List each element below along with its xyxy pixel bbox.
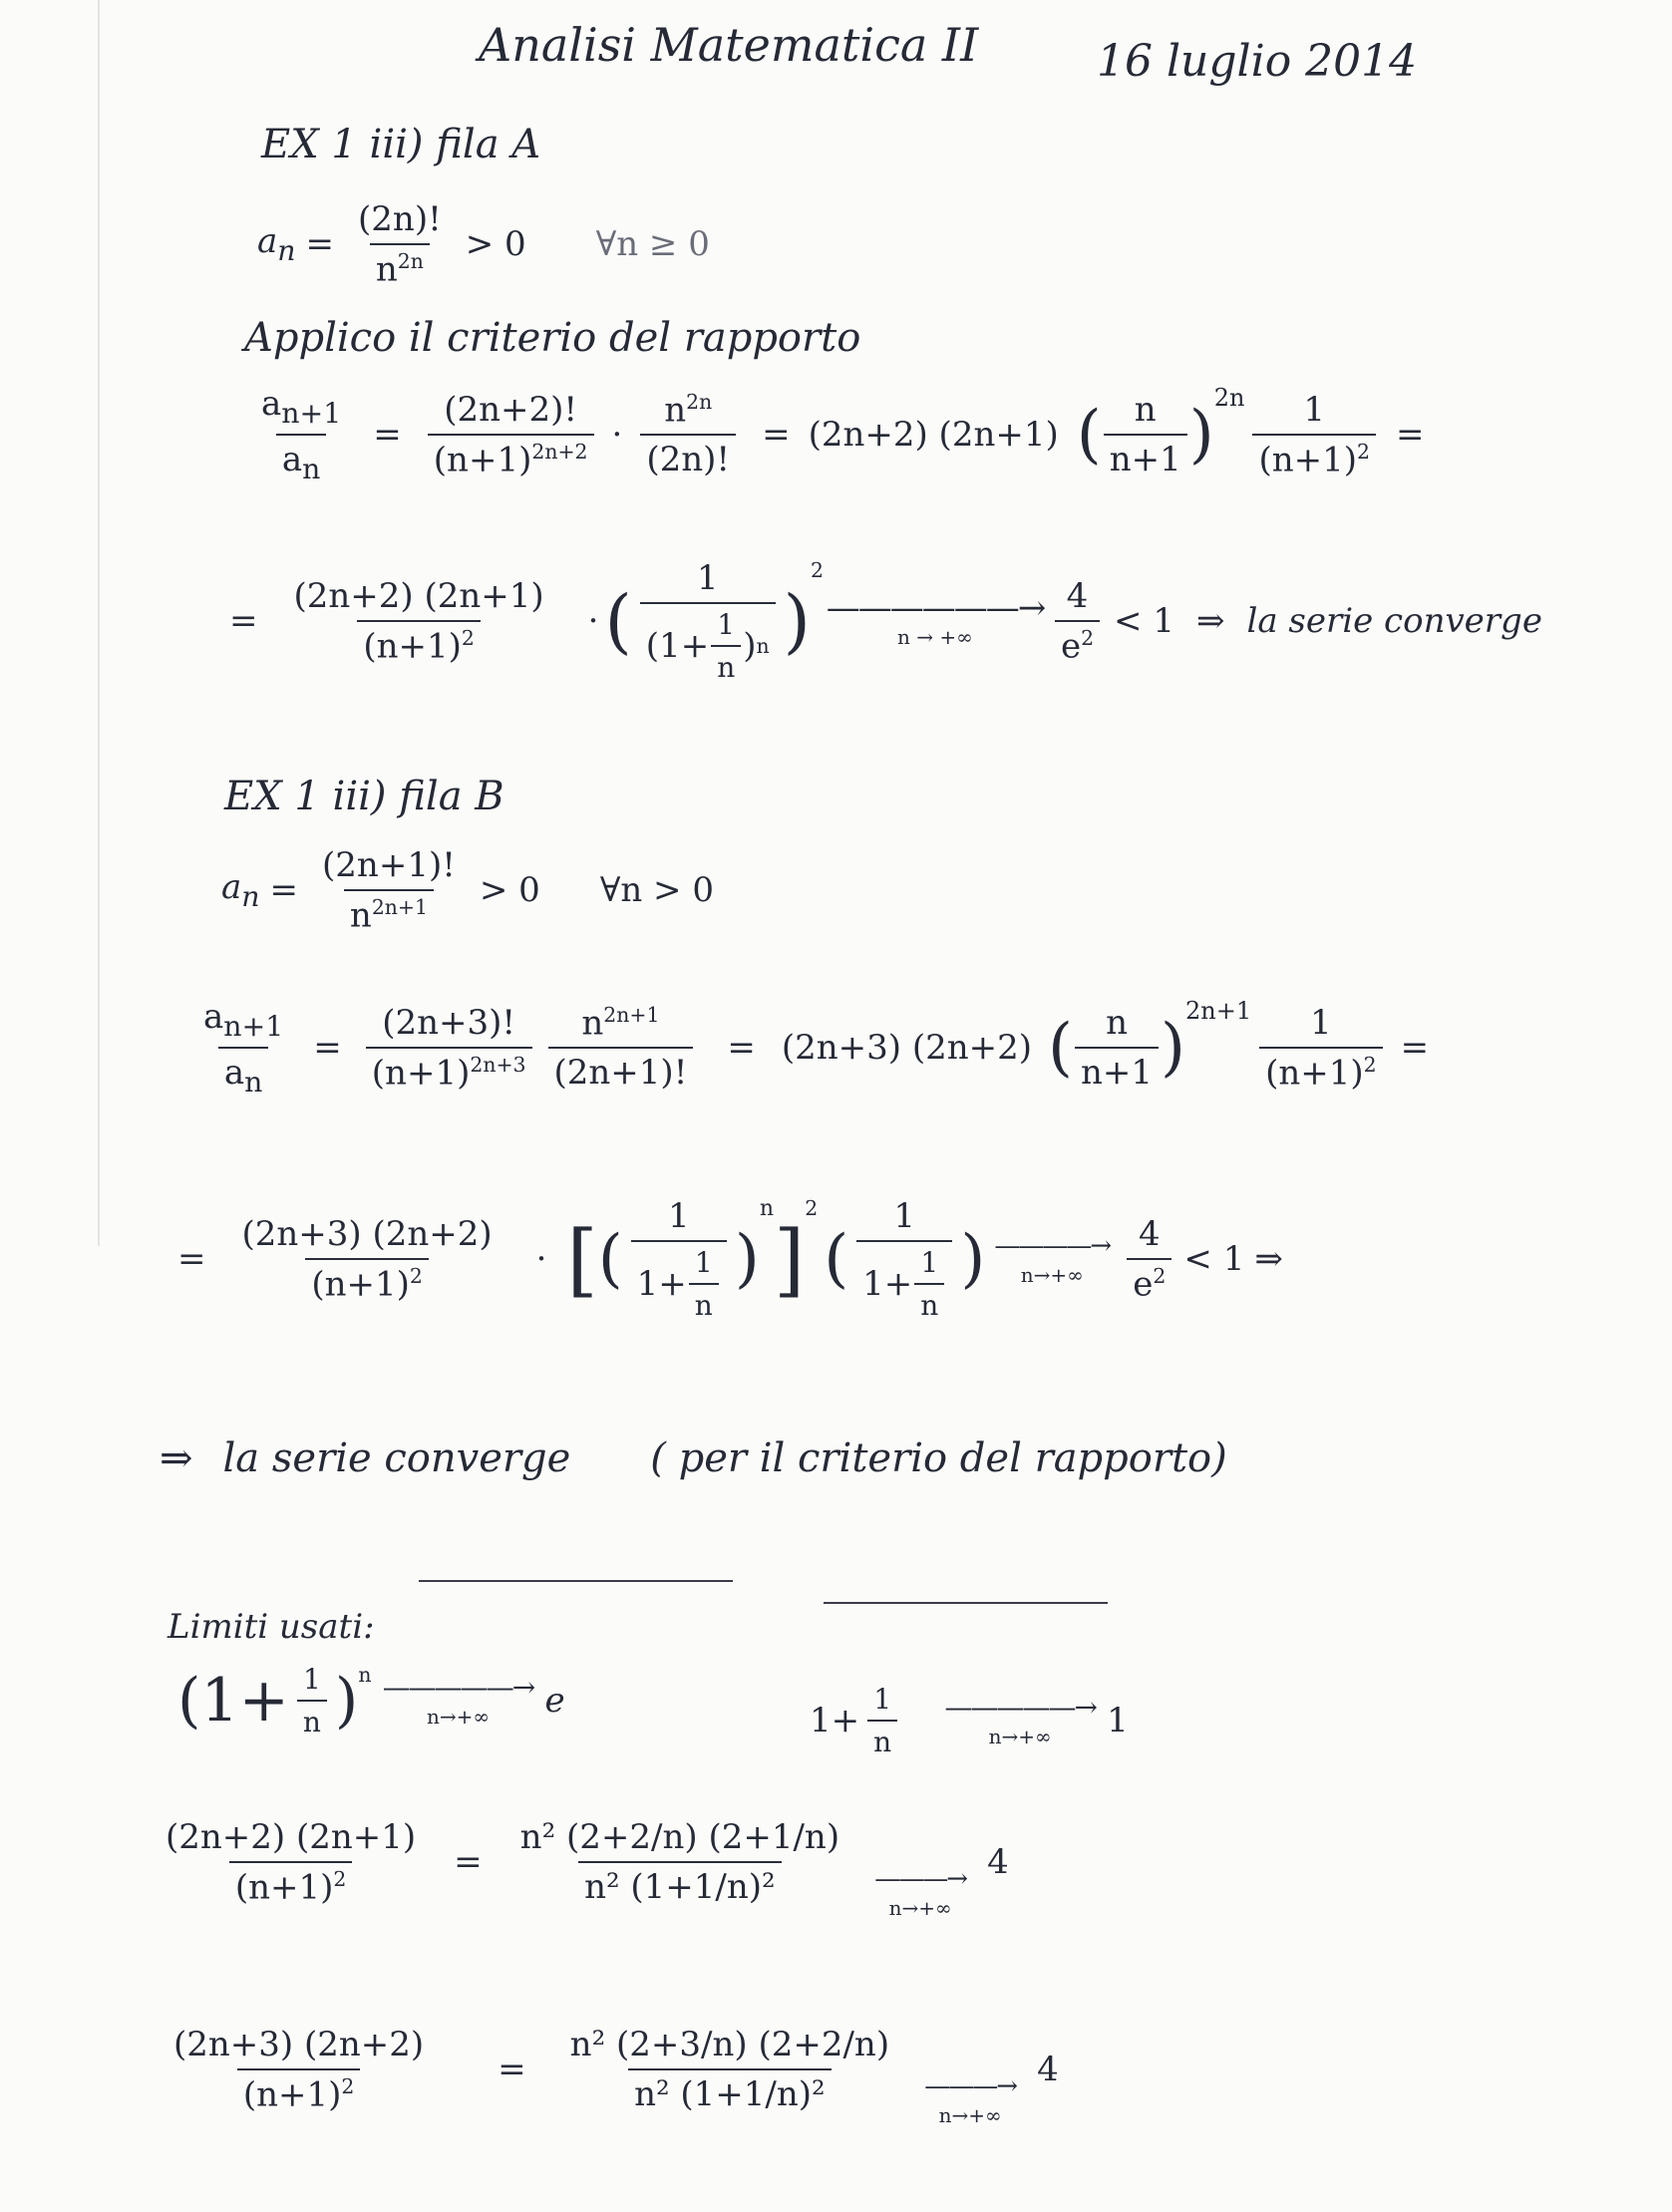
factorial-fraction-2: $\frac{n^{2n+1}}{(2n+1)!}$ (548, 1003, 694, 1093)
an-fraction: $\frac{(2n+1)!}{n^{2n+1}}$ (322, 845, 456, 936)
limits-heading: Limiti usati: (167, 1607, 375, 1647)
product-over-square-fraction: $\frac{(2n+2) (2n+1)}{(n+1)^2}$ (293, 575, 544, 667)
exercise-b-ratio-line: $\frac{a_{n+1}}{a_n}$ = $\frac{(2n+3)!}{(n+1)^{2n+3}}$ $\frac{n^{2n+1}}{(2n+1)!}$ = (2n+3) (2n+2) ( $\frac{n}{n+1}$ ) $^{2n+1}$ $\frac{1}{(n+1)^2}$ = (189, 997, 1429, 1099)
limit-arrow: ————→ n→+∞ (994, 1231, 1111, 1287)
dot-operator: · (587, 601, 599, 641)
for-all-condition: ∀n ≥ 0 (595, 224, 710, 265)
separator-line-right (824, 1602, 1108, 1604)
open-paren: ( (1076, 397, 1102, 472)
product-over-square-fraction: $\frac{(2n+3) (2n+2)}{(n+1)^2}$ (241, 1213, 493, 1305)
outer-exponent: 2 (810, 558, 824, 582)
close-paren: ) (783, 580, 811, 662)
criterion-text: Applico il criterio del rapporto (244, 315, 861, 361)
limit-four-line-b: $\frac{(2n+3) (2n+2)}{(n+1)^2}$ = $\frac{\text{n² (2+3/n) (2+2/n)}}{\text{n² (1+1/n)²}}$ ———→ n→+∞ 4 (173, 2024, 1059, 2127)
page-date: 16 luglio 2014 (1097, 36, 1418, 87)
product-expression: (2n+3) (2n+2) (781, 1027, 1033, 1068)
page-fold-line (98, 0, 100, 1246)
exercise-a-ratio-line (247, 384, 1424, 485)
exercise-b-conclusion: ⇒ la serie converge ( per il criterio del rapporto) (160, 1435, 1227, 1481)
factorial-fraction-1: $\frac{(2n+3)!}{(n+1)^{2n+3}}$ (366, 1003, 532, 1093)
dot-operator: · (611, 414, 623, 455)
exercise-a-an-definition (257, 199, 710, 289)
ratio-fraction: $\frac{a_{n+1}}{a_n}$ (203, 997, 284, 1099)
one-over-fraction: $\frac{1}{(n+1)^2}$ (1252, 390, 1376, 479)
for-all-condition: ∀n > 0 (599, 870, 714, 911)
factorial-fraction-1: $\frac{(2n+2)!}{(n+1)^{2n+2}}$ (428, 390, 594, 479)
an-fraction (352, 199, 448, 289)
close-bracket: ] (773, 1212, 806, 1306)
ratio-fraction: $\frac{a_{n+1}}{a_n}$ (261, 384, 342, 485)
exercise-a-heading: EX 1 iii) fila A (261, 122, 541, 167)
limit-e-line: (1+ $\frac{1}{n}$ ) $^n$ —————→ n→+∞ e (177, 1663, 565, 1738)
limit-one-line: 1+ $\frac{1}{n}$ —————→ n→+∞ 1 (810, 1683, 1129, 1758)
less-than-one: < 1 (1114, 601, 1174, 641)
product-expression: (2n+2) (2n+1) (808, 414, 1059, 455)
equals-sign: = (1395, 414, 1425, 455)
limit-arrow: ——————→ n → +∞ (826, 588, 1045, 649)
open-bracket: [ (566, 1212, 598, 1306)
inner-fraction: 1 (1+ $\frac{1}{n}$ ) n (640, 558, 776, 684)
limit-four-line-a: $\frac{(2n+2) (2n+1)}{(n+1)^2}$ = $\frac{\text{n² (2+2/n) (2+1/n)}}{\text{n² (1+1/n)²}}$ ———→ n→+∞ 4 (166, 1816, 1009, 1920)
an-symbol: $a_n$ (257, 221, 296, 268)
positivity: > 0 (465, 224, 526, 265)
exercise-b-limit-line: = $\frac{(2n+3) (2n+2)}{(n+1)^2}$ · [ ( 1 1+ $\frac{1}{n}$ ) n ] $^2$ ( 1 1+ $\frac{1}{n}$ ) ————→ n→+∞ $\frac{4}{e^2}$ < 1 ⇒ (177, 1196, 1283, 1322)
implies-arrow: ⇒ (1195, 601, 1225, 641)
equals-sign: = (762, 414, 791, 455)
paren-exponent: 2n (1213, 384, 1245, 412)
equals-sign: = (373, 414, 402, 455)
equals-sign: = (229, 601, 258, 641)
exercise-a-limit-line (229, 558, 1542, 684)
close-paren: ) (1188, 397, 1214, 472)
exercise-b-an-definition: $a_n$ = $\frac{(2n+1)!}{n^{2n+1}}$ > 0 ∀n > 0 (221, 845, 714, 936)
separator-line-left (419, 1580, 733, 1582)
an-numerator: (2n)! (358, 199, 442, 239)
factorial-fraction-2: $\frac{n^{2n}}{(2n)!}$ (640, 390, 736, 479)
limit-value-fraction: $\frac{4}{e^2}$ (1055, 576, 1100, 666)
exercise-b-heading: EX 1 iii) fila B (224, 774, 504, 819)
open-paren: ( (604, 580, 632, 662)
n-over-n1-fraction: $\frac{n}{n+1}$ (1104, 390, 1187, 479)
conclusion-text: la serie converge (1246, 601, 1542, 641)
page-title: Analisi Matematica II (479, 18, 979, 72)
equals-sign: = (305, 224, 335, 265)
an-denominator: $n^{2n}$ (370, 243, 430, 289)
